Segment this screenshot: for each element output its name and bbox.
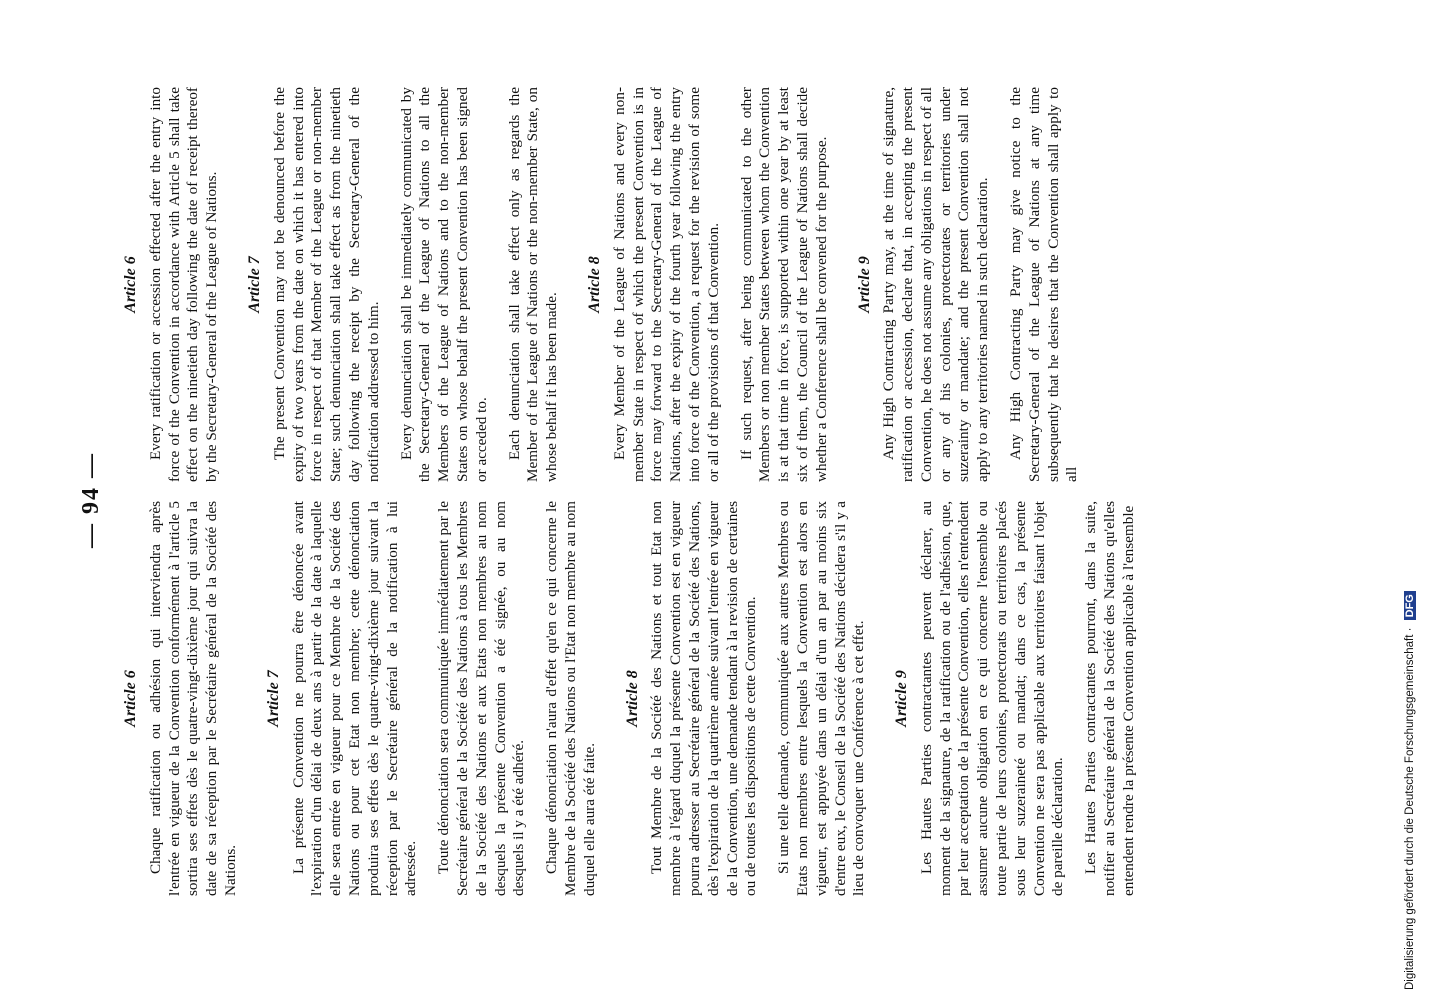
en-article-7-paragraph-2: Every denunciation shall be immediately communicated by the Secretary-General of the League of Nations to all the Members of the League of Nations and to the non-member States on whose behalf the present Convention has been signed or acceded to. (397, 87, 490, 482)
digitization-stamp (1404, 10, 1426, 990)
fr-article-7-paragraph-1: La présente Convention ne pourra être dénoncée avant l'expiration d'un délai de deux ans à partir de la date à laquelle elle sera entrée en vigueur pour ce Membre de la Société des Nations ou pour cet Etat non membre; cette dénonciation produira ses effets dès le quatre-vingt-dixième jour suivant la réception par le Secrétaire général de la notification à lui adressée. (289, 501, 420, 896)
fr-article-8-paragraph-2: Si une telle demande, communiquée aux autres Membres ou Etats non membres entre lesquels la Convention est alors en vigueur, est appuyée dans un délai d'un an par au moins six d'entre eux, le Conseil de la Société des Nations décidera s'il y a lieu de convoquer une Conférence à cet effet. (775, 501, 868, 896)
en-article-8-heading: Article 8 (585, 256, 603, 313)
en-article-7-paragraph-1: The present Convention may not be denounced before the expiry of two years from the date on which it has entered into force in respect of that Member of the League or non-member State; such denunciation shall take effect as from the ninetieth day following the receipt by the Secretary-General of the notification addressed to him. (270, 87, 382, 482)
fr-article-8-heading: Article 8 (623, 670, 641, 727)
fr-article-7-heading: Article 7 (264, 670, 282, 727)
fr-article-6-paragraph: Chaque ratification ou adhésion qui interviendra après l'entrée en vigueur de la Convention conformément à l'article 5 sortira ses effets dès le quatre-vingt-dixième jour qui suivra la date de sa réception par le Secrétaire général de la Société des Nations. (146, 501, 239, 896)
fr-article-9-paragraph-2: Les Hautes Parties contractantes pourront, dans la suite, notifier au Secrétaire général de la Société des Nations qu'elles entendent rendre la présente Convention applicable à l'ensemble (1082, 501, 1137, 896)
en-article-7-paragraph-3: Each denunciation shall take effect only as regards the Member of the League of Nations or the non-member State, on whose behalf it has been made. (505, 87, 561, 482)
fr-article-6-heading: Article 6 (122, 670, 139, 727)
fr-article-9-paragraph-1: Les Hautes Parties contractantes peuvent déclarer, au moment de la signature, de la ratification ou de l'adhésion, que, par leur acceptation de la présente Convention, elles n'entendent assumer aucune obligation en ce qui concerne l'ensemble ou toute partie de leurs colonies, protectorats ou territoires placés sous leur suzeraineté ou mandat; dans ce cas, la présente Convention ne sera pas applicable aux territoires faisant l'objet de pareille déclaration. (917, 501, 1067, 896)
english-column (122, 87, 1096, 482)
en-article-6-paragraph: Every ratification or accession effected after the entry into force of the Convention in accordance with Article 5 shall take effect on the ninetieth day following the date of receipt thereof by the Secretary-General of the League of Nations. (146, 87, 221, 482)
fr-article-8-paragraph-1: Tout Membre de la Société des Nations et tout Etat non membre à l'égard duquel la présente Convention est en vigueur pourra adresser au Secrétaire général de la Société des Nations, dès l'expiration de la quatrième année suivant l'entrée en vigueur de la Convention, une demande tendant à la revision de certaines ou de toutes les dispositions de cette Convention. (648, 501, 760, 896)
page-number: — 94 — (78, 452, 104, 548)
digitization-stamp-text: Digitalisierung gefördert durch die Deutsche Forschungsgemeinschaft · (1404, 627, 1416, 990)
fr-article-7-paragraph-3: Chaque dénonciation n'aura d'effet qu'en ce qui concerne le Membre de la Société des Nations ou l'Etat non membre au nom duquel elle aura été faite. (543, 501, 598, 896)
en-article-7-heading: Article 7 (245, 256, 263, 313)
en-article-9-paragraph-2: Any High Contracting Party may give notice to the Secretary-General of the League of Nations at any time subsequently that he desires that the Convention shall apply to all (1007, 87, 1081, 482)
dfg-logo: DFG (1404, 591, 1416, 620)
en-article-8-paragraph-2: If such request, after being communicated to the other Members or non member States between whom the Convention is at that time in force, is supported within one year by at least six of them, the Council of the League of Nations shall decide whether a Conference shall be convened for the purpose. (737, 87, 830, 482)
fr-article-7-paragraph-2: Toute dénonciation sera communiquée immédiatement par le Secrétaire général de la Société des Nations à tous les Membres de la Société des Nations et aux Etats non membres au nom desquels la présente Convention a été signée, ou au nom desquels il y a été adhéré. (435, 501, 528, 896)
en-article-8-paragraph-1: Every Member of the League of Nations and every non-member State in respect of which the present Convention is in force may forward to the Secretary-General of the League of Nations, after the expiry of the fourth year following the entry into force of the Convention, a request for the revision of some or all of the provisions of that Convention. (610, 87, 722, 482)
fr-article-9-heading: Article 9 (893, 670, 911, 727)
french-column (122, 501, 1153, 896)
en-article-9-heading: Article 9 (855, 256, 873, 313)
en-article-9-paragraph-1: Any High Contracting Party may, at the time of signature, ratification or accession, declare that, in accepting the present Convention, he does not assume any obligations in respect of all or any of his colonies, protectorates or territories under suzerainty or mandate; and the present Convention shall not apply to any territories named in such declaration. (880, 87, 992, 482)
en-article-6-heading: Article 6 (122, 256, 139, 313)
